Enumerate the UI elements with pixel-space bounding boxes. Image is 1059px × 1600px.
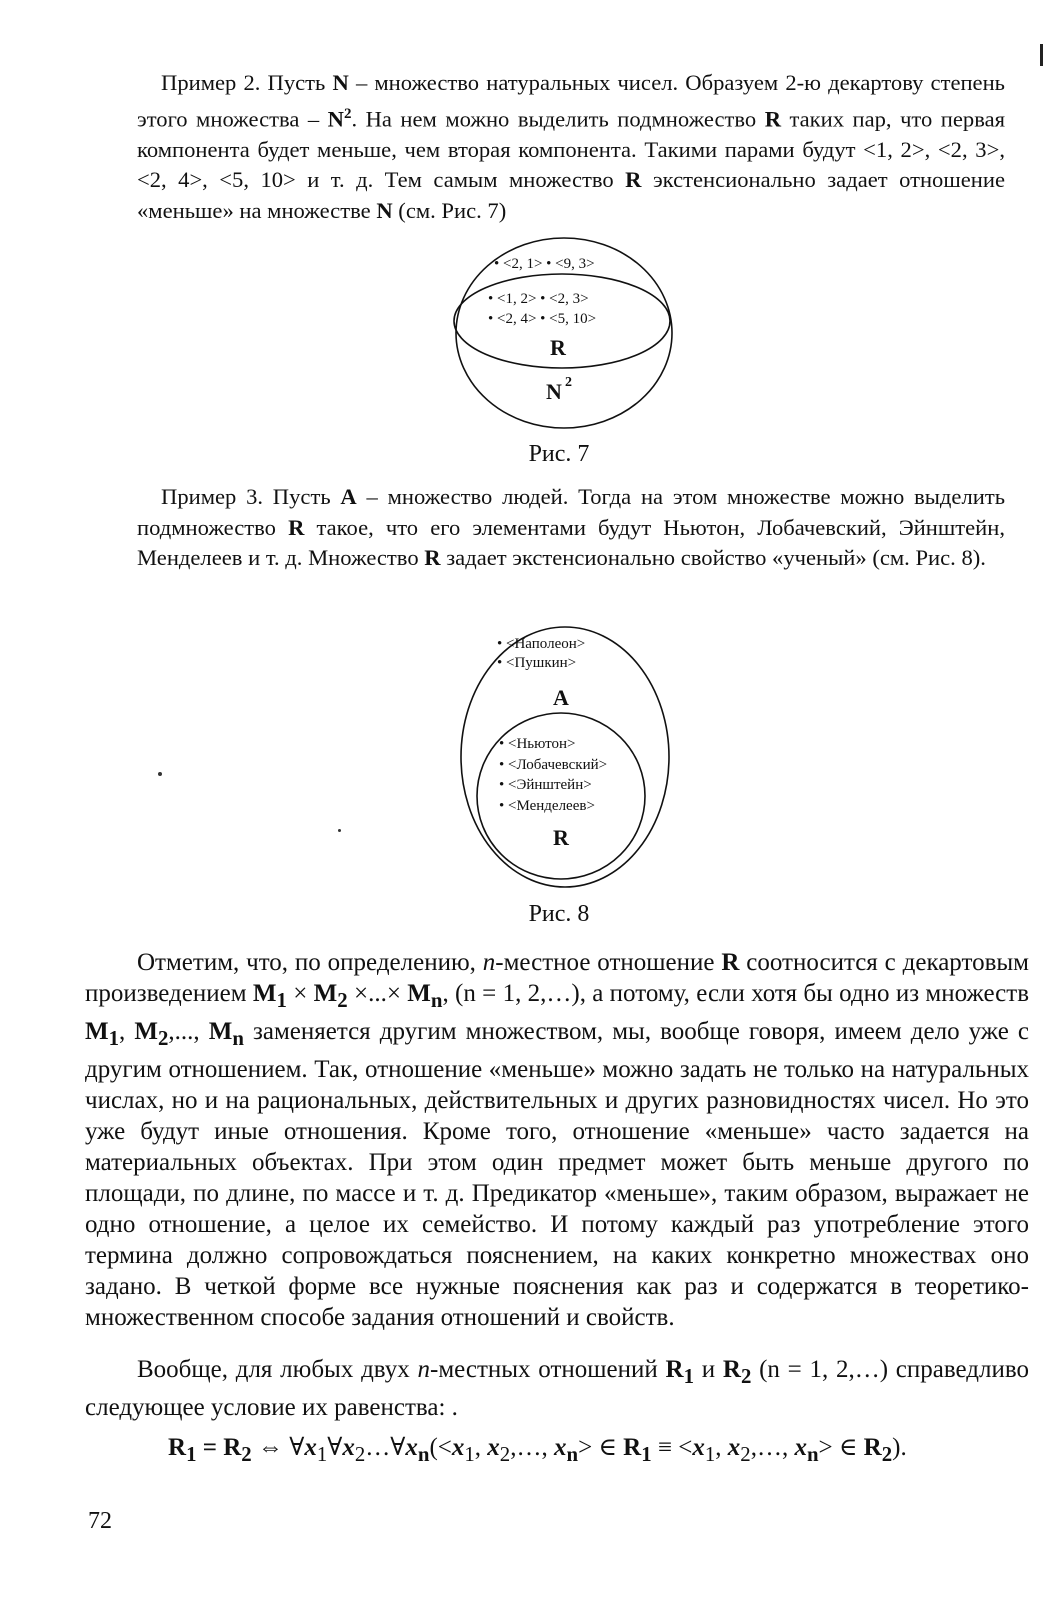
outer-set-label-exponent: 2 <box>565 375 572 390</box>
inner-item-2: • <Лобачевский> <box>499 757 608 773</box>
scan-speck <box>158 772 162 776</box>
scan-speck <box>338 829 341 832</box>
page-corner-mark <box>1040 44 1043 66</box>
figure-7-diagram <box>440 236 690 436</box>
figure-7-caption: Рис. 7 <box>528 441 590 467</box>
inner-set-label-r: R <box>553 825 569 850</box>
example-3-paragraph: Пример 3. Пусть A – множество людей. Тогда на этом множестве можно выделить подмножество R такое, что его элементами будут Ньютон, Лобачевский, Эйнштейн, Менделеев и т. д. Множество R задает экстенсионально свойство «ученый» (см. Рис. 8). <box>137 484 1005 570</box>
figure-8-diagram <box>445 620 695 895</box>
main-paragraph: Отметим, что, по определению, n-местное отношение R соотносится с декартовым произведением $M_1 \times M_2$ ×...× $M_n$, (n = 1, 2,…), а потому, если хотя бы одно из множеств $M_1$, $M_2$,..., $M_n$ заменяется другим множеством, мы, вообще говоря, имеем дело уже с другим отношением. Так, отношение «меньше» можно задать не только на натуральных числах, но и на рациональных, действительных и других разновидностях чисел. Но это уже будут иные отношения. Кроме того, отношение «меньше» часто задается на материальных объектах. При этом один предмет может быть меньше другого по площади, по длине, по массе и т. д. Предикатор «меньше», таким образом, выражает не одно отношение, а целое их семейство. И потому каждый раз употребление этого термина должно сопровождаться пояснением, на каких конкретно множествах оно задано. В четкой форме все нужные пояснения как раз и содержатся в теоретико-множественном способе задания отношений и свойств. <box>85 949 1030 1331</box>
equality-formula: $R_1 = R_2$ ⇔ $\forall x_1\forall x_2\dots\forall x_n(<x_1$, $x_2,\dots$, $x_n>$ ∈ $R_1 \equiv <x_1$, $x_2,\dots$, $x_n>$ ∈ $R_2$). <box>168 1434 907 1466</box>
page-number: 72 <box>88 1508 112 1534</box>
outer-set-label-a: A <box>553 685 569 710</box>
outer-item-1: • <Наполеон> <box>497 636 586 652</box>
inner-pairs-line-1: • <1, 2> • <2, 3> <box>488 291 589 307</box>
inner-set-label-r: R <box>550 335 566 360</box>
outer-set-label-n: N <box>546 379 562 404</box>
inner-item-3: • <Эйнштейн> <box>499 777 592 793</box>
figure-8-caption: Рис. 8 <box>528 901 590 927</box>
outer-item-2: • <Пушкин> <box>497 655 577 671</box>
example-2-paragraph: Пример 2. Пусть N – множество натуральных чисел. Образуем 2-ю декартову степень этого множества – $N^2$. На нем можно выделить подмножество R таких пар, что первая компонента будет меньше, чем вторая компонента. Такими парами будут <1, 2>, <2, 3>, <2, 4>, <5, 10> и т. д. Тем самым множество R экстенсионально задает отношение «меньше» на множестве N (см. Рис. 7) <box>137 70 1005 223</box>
outer-pairs-text: • <2, 1> • <9, 3> <box>494 256 595 272</box>
general-condition-paragraph: Вообще, для любых двух n-местных отношений $R_1$ и $R_2$ (n = 1, 2,…) справедливо следующее условие их равенства: . <box>85 1356 1030 1421</box>
inner-item-1: • <Ньютон> <box>499 736 576 752</box>
inner-item-4: • <Менделеев> <box>499 798 595 814</box>
inner-pairs-line-2: • <2, 4> • <5, 10> <box>488 311 597 327</box>
